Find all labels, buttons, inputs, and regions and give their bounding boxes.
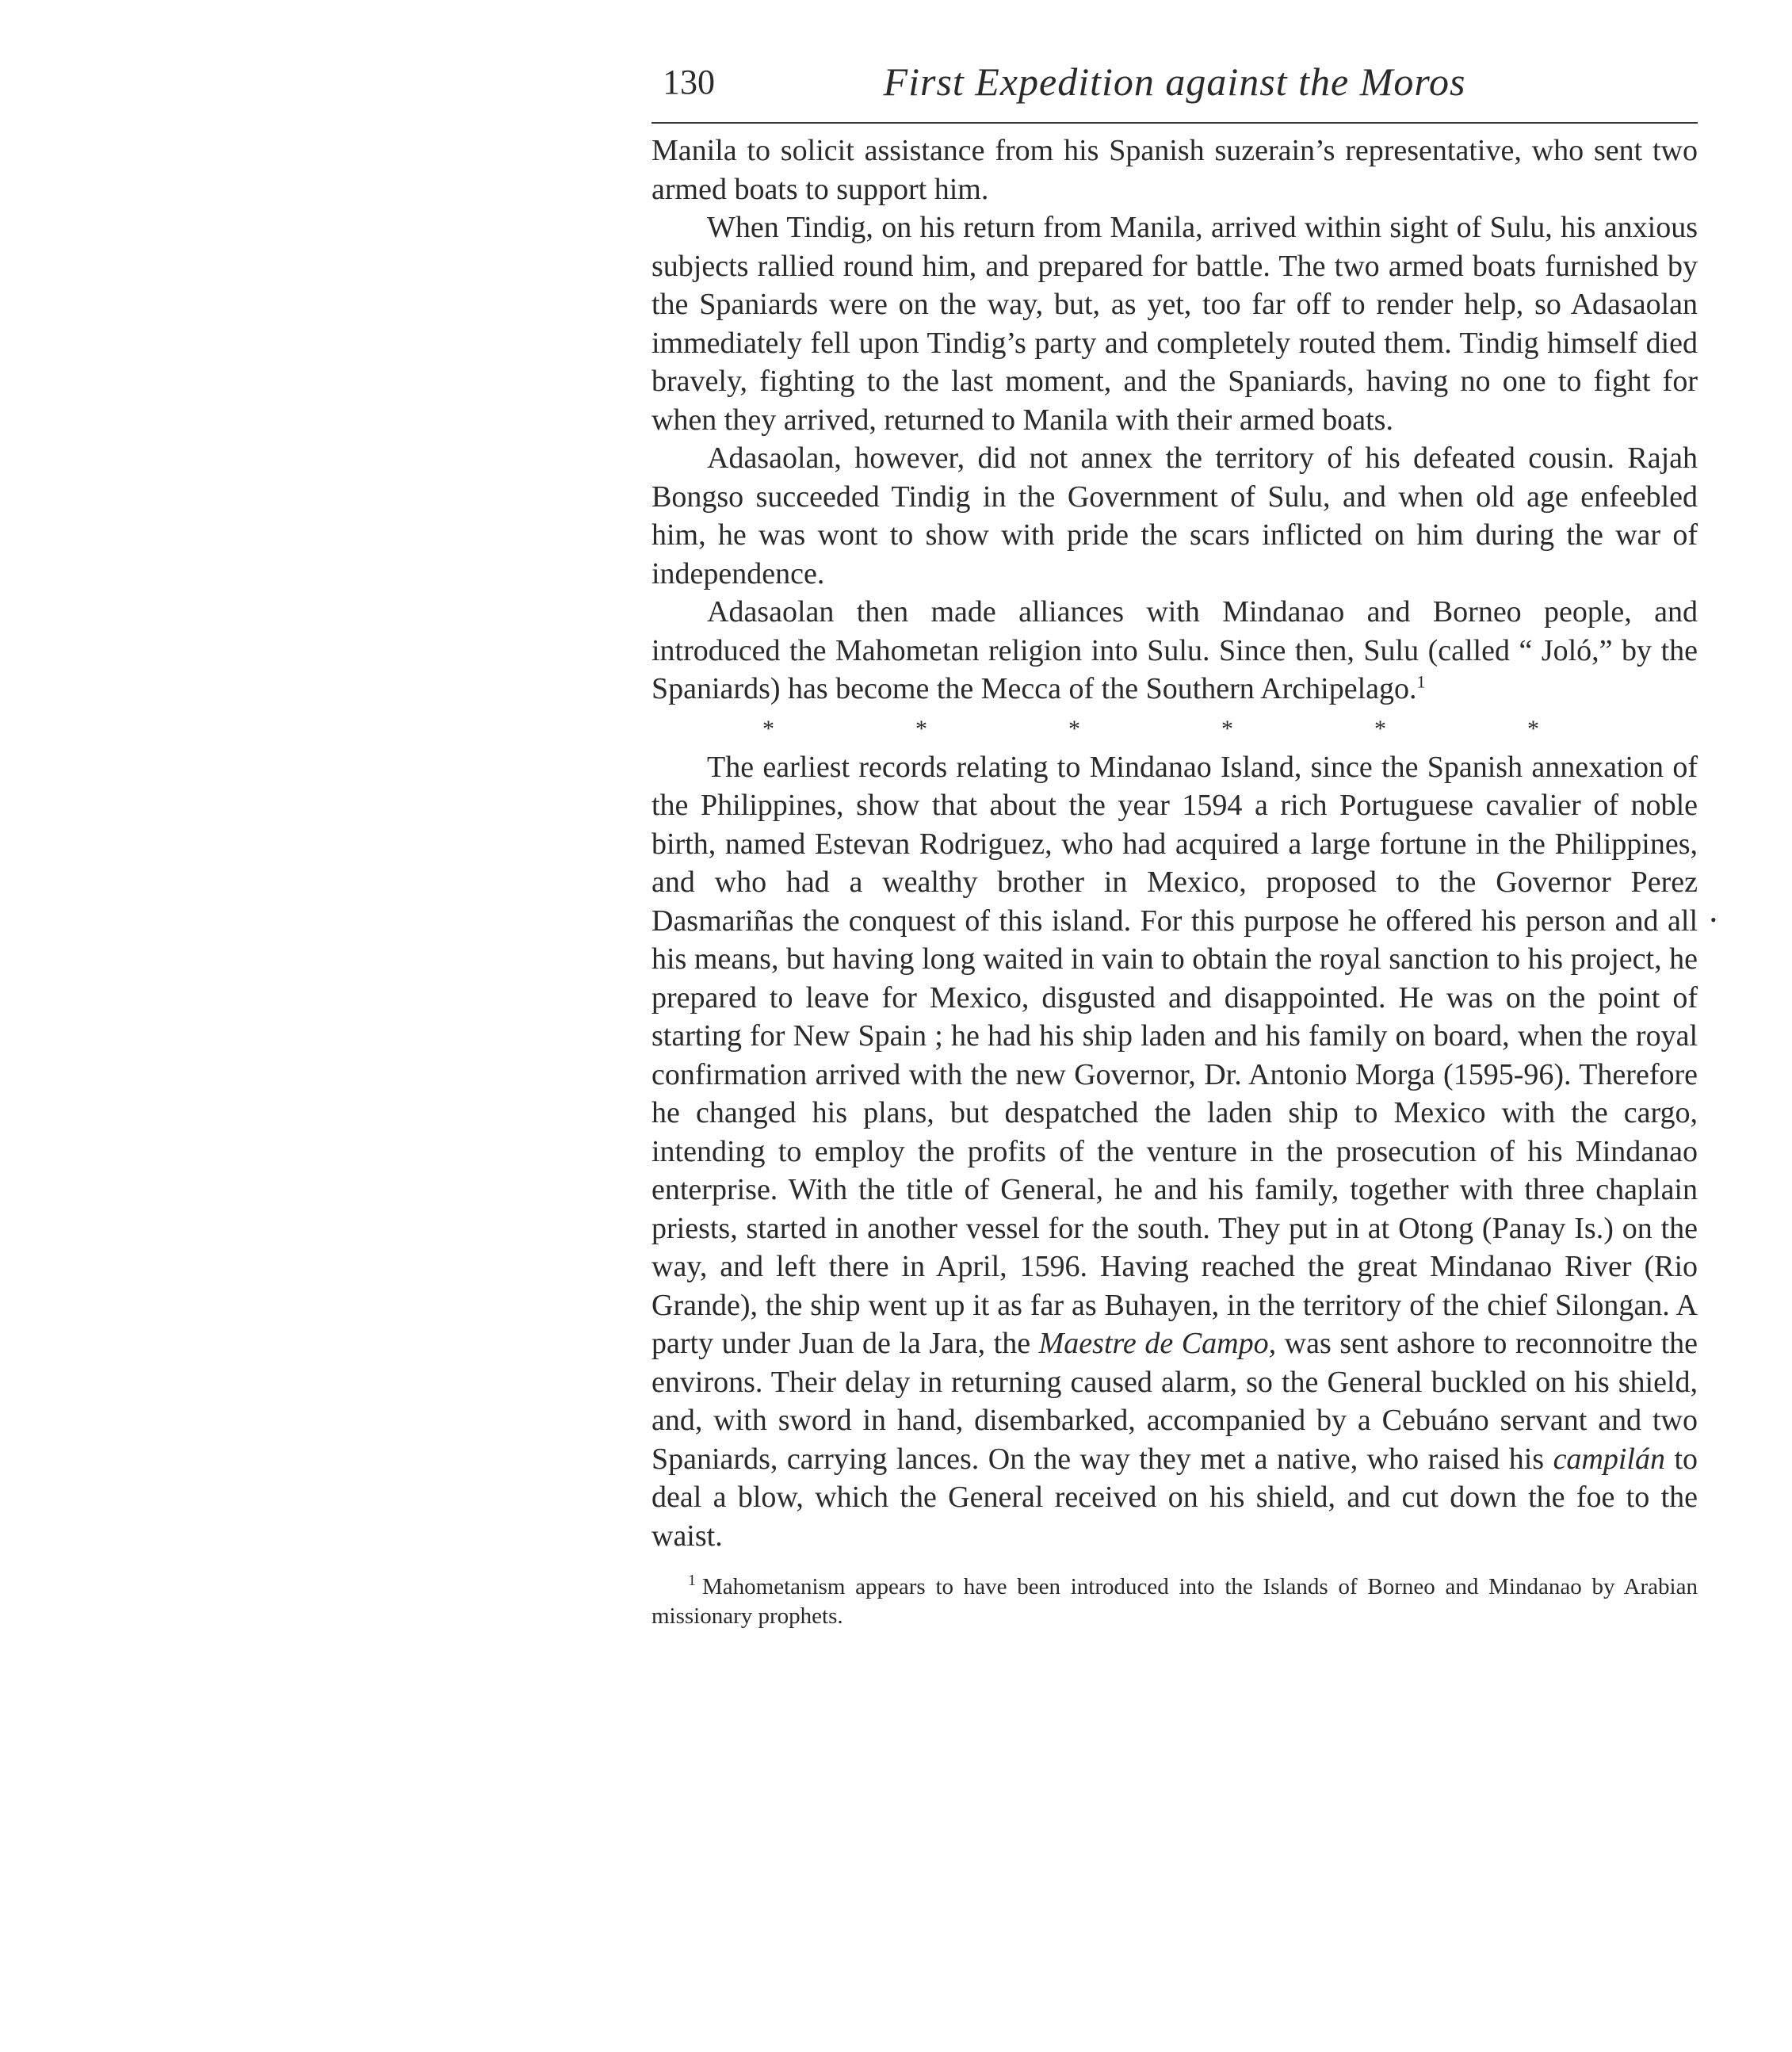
paragraph-5 bbox=[651, 748, 1698, 1556]
header-rule bbox=[651, 122, 1698, 124]
running-head bbox=[651, 55, 1698, 106]
paragraph-5-part-b: was sent ashore to reconnoitre the environs. Their delay in returning caused alarm, so the General buckled on his shield, and, with sword in hand, disembarked, accompanied by a Cebuáno servant and two Spaniards, carrying lances. On the way they met a native, who raised his bbox=[651, 1327, 1698, 1476]
body-text bbox=[651, 132, 1698, 1555]
asterisk: * bbox=[1527, 715, 1539, 742]
paragraph-5-part-a: The earliest records relating to Mindanao Island, since the Spanish annexation of the Philippines, show that about the year 1594 a rich Portuguese cavalier of noble birth, named Estevan Rodriguez, who had acquired a large fortune in the Philippines, and who had a wealthy brother in Mexico, proposed to the Governor Perez Dasmariñas the conquest of this island. For this purpose he offered his person and all his means, but having long waited in vain to obtain the royal sanction to his project, he prepared to leave for Mexico, disgusted and disappointed. He was on the point of starting for New Spain ; he had his ship laden and his family on board, when the royal confirmation arrived with the new Governor, Dr. Antonio Morga (1595-96). Therefore he changed his plans, but despatched the laden ship to Mexico with the cargo, intending to employ the profits of the venture in the prosecution of his Mindanao enterprise. With the title of General, he and his family, together with three chaplain priests, started in another vessel for the south. They put in at Otong (Panay Is.) on the way, and left there in April, 1596. Having reached the great Mindanao River (Rio Grande), the ship went up it as far as Buhayen, in the territory of the chief Silongan. A party under Juan de la Jara, the bbox=[651, 750, 1698, 1360]
asterisk: * bbox=[762, 715, 774, 742]
section-break bbox=[762, 712, 1539, 747]
asterisk: * bbox=[1374, 715, 1386, 742]
margin-mark: • bbox=[1710, 910, 1717, 930]
footnote bbox=[651, 1572, 1698, 1631]
paragraph-4-text: Adasaolan then made alliances with Mindanao and Borneo people, and introduced the Mahometan religion into Sulu. Since then, Sulu (called “ Joló,” by the Spaniards) has become the Mecca of the Southern Archipelago. bbox=[651, 595, 1698, 705]
paragraph-1: Manila to solicit assistance from his Spanish suzerain’s representative, who sent two armed boats to support him. bbox=[651, 134, 1698, 206]
footnote-marker: 1 bbox=[688, 1572, 696, 1590]
paragraph-3: Adasaolan, however, did not annex the territory of his defeated cousin. Rajah Bongso succeeded Tindig in the Government of Sulu, and when old age enfeebled him, he was wont to show with pride the scars inflicted on him during the war of independence. bbox=[651, 441, 1698, 590]
book-page bbox=[651, 55, 1717, 1631]
paragraph-2: When Tindig, on his return from Manila, arrived within sight of Sulu, his anxious subjects rallied round him, and prepared for battle. The two armed boats furnished by the Spaniards were on the way, but, as yet, too far off to render help, so Adasaolan immediately fell upon Tindig’s party and completely routed them. Tindig himself died bravely, fighting to the last moment, and the Spaniards, having no one to fight for when they arrived, returned to Manila with their armed boats. bbox=[651, 211, 1698, 437]
footnote-reference: 1 bbox=[1416, 671, 1426, 692]
asterisk: * bbox=[1068, 715, 1080, 742]
page-number: 130 bbox=[663, 63, 715, 101]
paragraph-4 bbox=[651, 593, 1698, 709]
running-title: First Expedition against the Moros bbox=[883, 59, 1466, 104]
paragraph-5-italic-word: campilán bbox=[1553, 1442, 1665, 1476]
paragraph-5-part-c: to deal a blow, which the General received on his shield, and cut down the foe to the waist. bbox=[651, 1442, 1698, 1553]
asterisk: * bbox=[915, 715, 927, 742]
paragraph-5-italic-title: Maestre de Campo, bbox=[1038, 1327, 1277, 1360]
asterisk: * bbox=[1221, 715, 1233, 742]
footnote-text: Mahometanism appears to have been introduced into the Islands of Borneo and Mindanao by Arabian missionary prophets. bbox=[651, 1574, 1698, 1629]
